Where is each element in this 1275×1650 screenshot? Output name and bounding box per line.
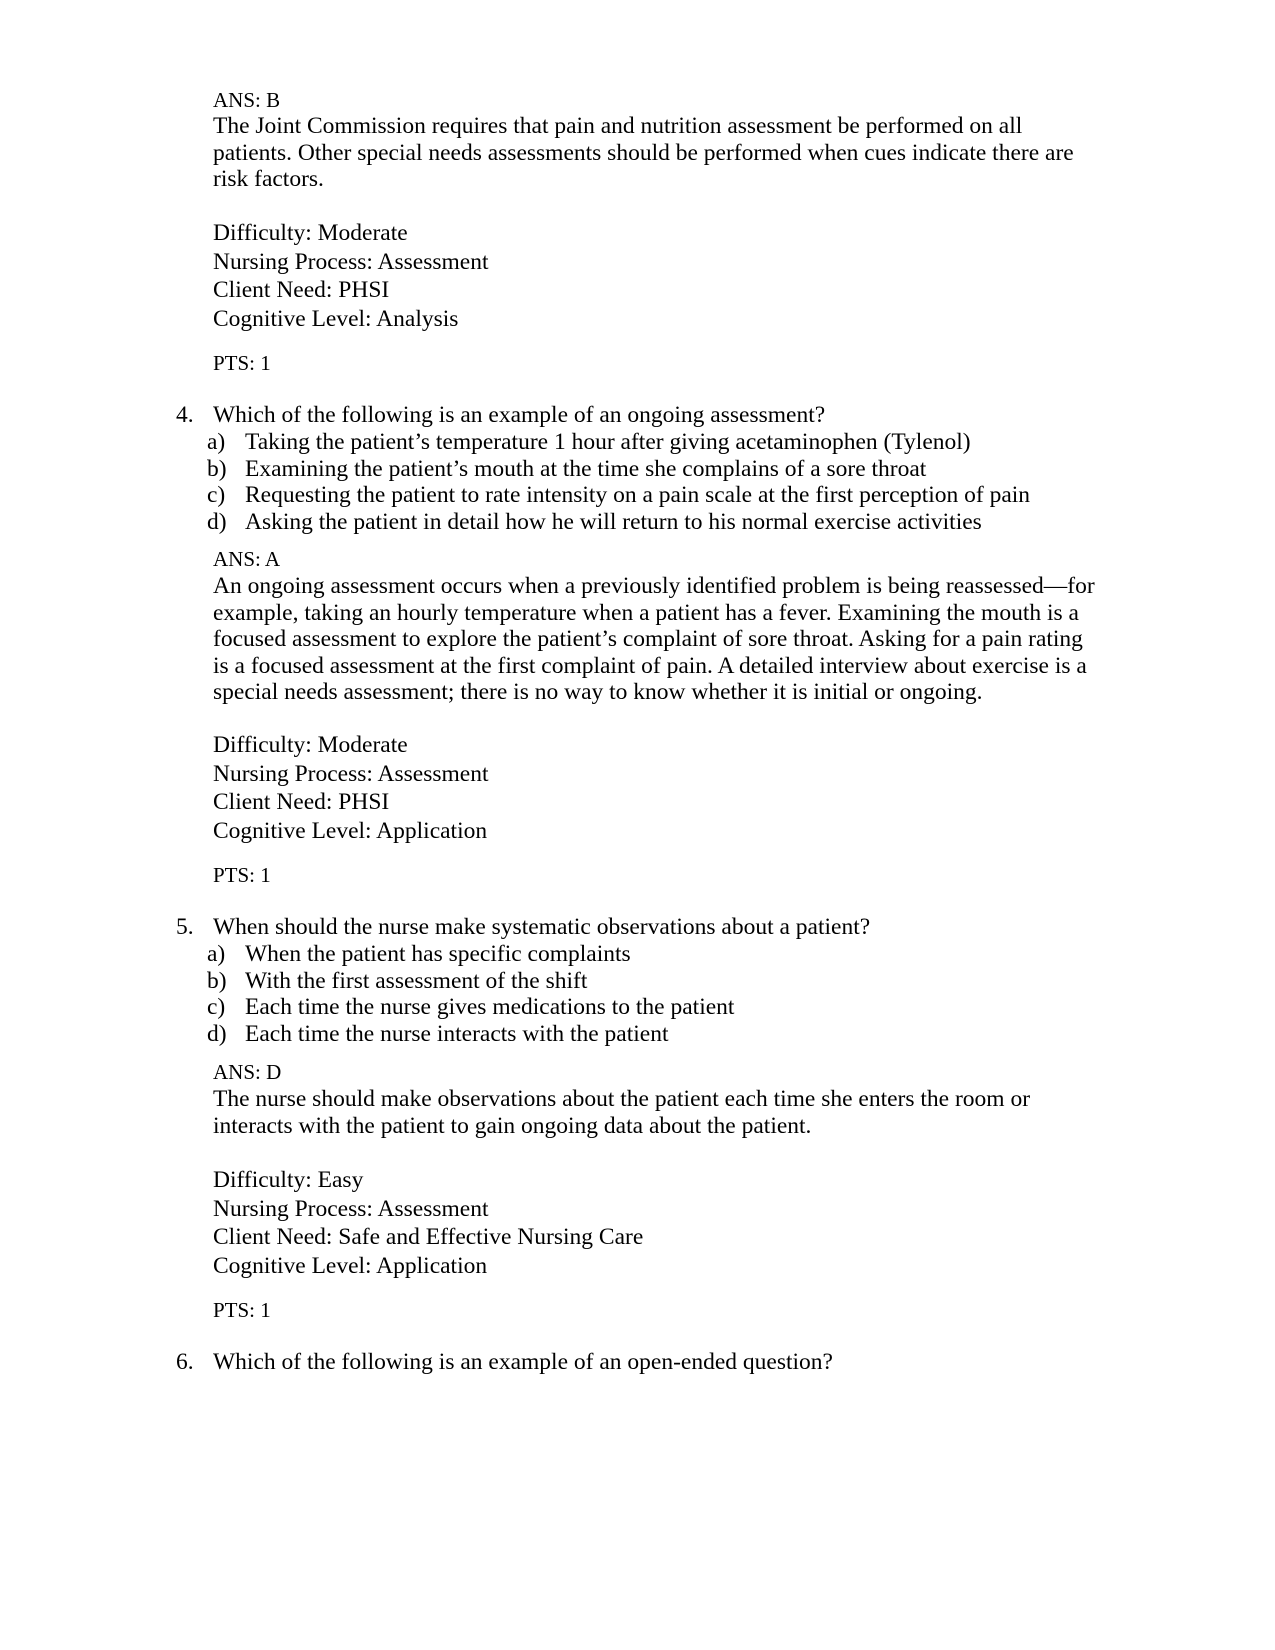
q5-metadata: [213, 1166, 1153, 1280]
question-text: Which of the following is an example of an open-ended question?: [213, 1349, 833, 1375]
difficulty: Difficulty: Moderate: [213, 220, 408, 246]
option-text: Requesting the patient to rate intensity on a pain scale at the first perception of pain: [245, 482, 1031, 508]
question-number: 5.: [176, 914, 194, 940]
q3-answer: ANS: B: [213, 88, 281, 112]
question-number: 6.: [176, 1349, 194, 1375]
option-letter: a): [207, 429, 226, 455]
rationale-line: The nurse should make observations about the patient each time she enters the room or: [213, 1086, 1031, 1112]
rationale-line: risk factors.: [213, 166, 324, 192]
client-need: Client Need: PHSI: [213, 277, 390, 303]
q4-points: PTS: 1: [213, 863, 271, 887]
question-number: 4.: [176, 402, 194, 428]
option-letter: b): [207, 455, 227, 482]
option-text: Examining the patient’s mouth at the time she complains of a sore throat: [245, 455, 927, 482]
q4-metadata: [213, 731, 1153, 845]
option-letter: d): [207, 1020, 227, 1047]
q3-points: PTS: 1: [213, 351, 271, 375]
option-letter: a): [207, 941, 226, 967]
option-text: Each time the nurse gives medications to the patient: [245, 994, 735, 1020]
option-text: Each time the nurse interacts with the patient: [245, 1020, 669, 1047]
cognitive-level: Cognitive Level: Application: [213, 817, 488, 844]
rationale-line: example, taking an hourly temperature when a patient has a fever. Examining the mouth is a: [213, 599, 1079, 626]
q3-rationale: [213, 113, 1153, 193]
option-text: When the patient has specific complaints: [245, 941, 631, 967]
rationale-line: is a focused assessment at the first complaint of pain. A detailed interview about exercise is a: [213, 652, 1087, 679]
q5-answer: ANS: D: [213, 1060, 282, 1084]
difficulty: Difficulty: Easy: [213, 1167, 364, 1193]
option-text: Taking the patient’s temperature 1 hour after giving acetaminophen (Tylenol): [245, 429, 971, 455]
q4-rationale: [213, 573, 1153, 706]
rationale-line: patients. Other special needs assessments should be performed when cues indicate there are: [213, 139, 1074, 166]
rationale-line: special needs assessment; there is no way to know whether it is initial or ongoing.: [213, 679, 983, 705]
option-letter: c): [207, 994, 226, 1020]
question-text: Which of the following is an example of an ongoing assessment?: [213, 402, 826, 428]
nursing-process: Nursing Process: Assessment: [213, 248, 489, 275]
q3-metadata: [213, 219, 1153, 333]
nursing-process: Nursing Process: Assessment: [213, 760, 489, 787]
q5-rationale: [213, 1086, 1153, 1139]
option-text: Asking the patient in detail how he will return to his normal exercise activities: [245, 508, 982, 535]
difficulty: Difficulty: Moderate: [213, 732, 408, 758]
option-text: With the first assessment of the shift: [245, 967, 588, 994]
question-text: When should the nurse make systematic observations about a patient?: [213, 914, 871, 940]
client-need: Client Need: PHSI: [213, 789, 390, 815]
rationale-line: interacts with the patient to gain ongoing data about the patient.: [213, 1112, 812, 1139]
rationale-line: An ongoing assessment occurs when a previously identified problem is being reassessed—for: [213, 573, 1095, 599]
option-letter: d): [207, 508, 227, 535]
q4-answer: ANS: A: [213, 547, 281, 571]
client-need: Client Need: Safe and Effective Nursing Care: [213, 1224, 644, 1250]
q5-points: PTS: 1: [213, 1298, 271, 1322]
cognitive-level: Cognitive Level: Application: [213, 1252, 488, 1279]
cognitive-level: Cognitive Level: Analysis: [213, 305, 459, 332]
option-letter: b): [207, 967, 227, 994]
nursing-process: Nursing Process: Assessment: [213, 1195, 489, 1222]
rationale-line: The Joint Commission requires that pain and nutrition assessment be performed on all: [213, 113, 1023, 139]
option-letter: c): [207, 482, 226, 508]
rationale-line: focused assessment to explore the patient’s complaint of sore throat. Asking for a pain rating: [213, 626, 1083, 652]
